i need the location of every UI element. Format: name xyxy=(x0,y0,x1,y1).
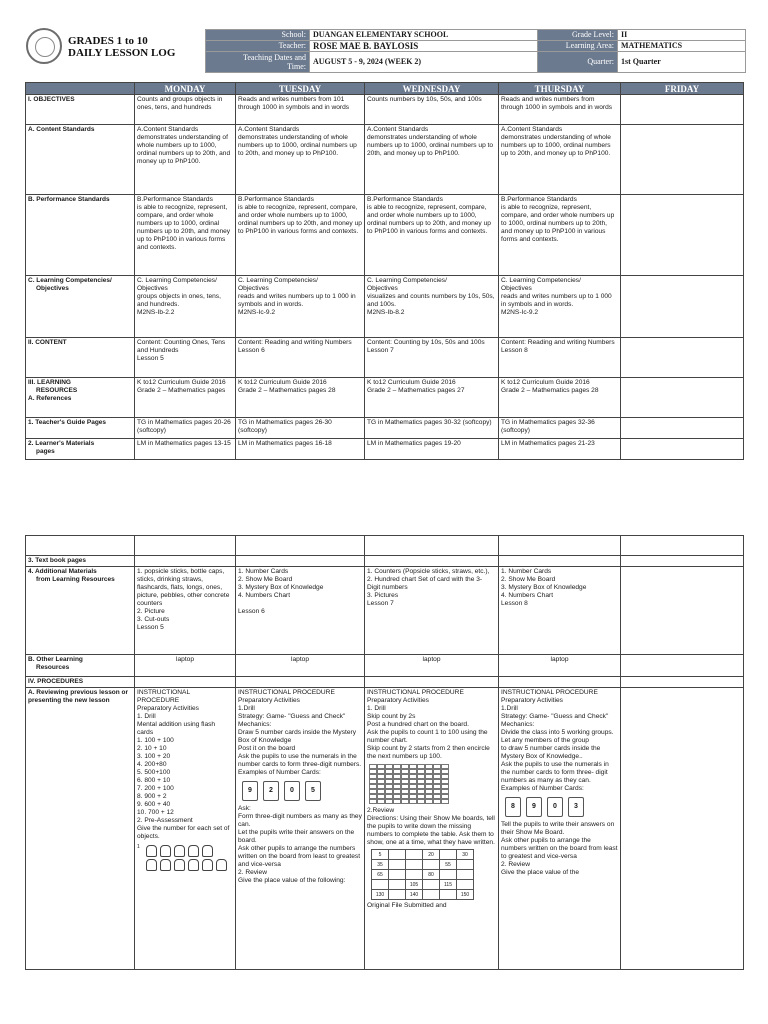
reviewing-thursday-text-2: Tell the pupils to write their answers on their Show Me Board. Ask other pupils to arrange the numbers written on the board from least to greatest and vice-versa 2. Review Give the place value of the xyxy=(501,821,618,876)
row-label-objectives: I. OBJECTIVES xyxy=(26,95,135,125)
procedures-friday xyxy=(621,677,744,688)
resources-label-1: III. LEARNING xyxy=(28,379,71,386)
lm-label-2: pages xyxy=(36,448,55,455)
content-standards-friday xyxy=(621,125,744,195)
teacher-value: ROSE MAE B. BAYLOSIS xyxy=(310,41,538,52)
missing-cell xyxy=(457,860,474,870)
procedures-tuesday xyxy=(236,677,365,688)
hundred-chart-cell xyxy=(433,799,441,804)
missing-cell: 80 xyxy=(423,870,440,880)
number-cards-thursday xyxy=(505,797,618,817)
additional-thursday: 1. Number Cards 2. Show Me Board 3. Mystery Box of Knowledge 4. Numbers Chart Lesson 8 xyxy=(499,567,621,655)
hundred-chart-cell xyxy=(401,799,409,804)
performance-standards-friday xyxy=(621,195,744,276)
blank-cell xyxy=(26,536,135,556)
header-info-table xyxy=(205,29,746,73)
number-card: 2 xyxy=(263,781,279,801)
hundred-chart-cell xyxy=(377,799,385,804)
missing-cell xyxy=(440,890,457,900)
school-value: DUANGAN ELEMENTARY SCHOOL xyxy=(310,30,538,41)
tg-pages-friday xyxy=(621,418,744,439)
resources-monday: K to12 Curriculum Guide 2016 Grade 2 – Mathematics pages xyxy=(135,378,236,418)
number-cards-tuesday xyxy=(242,781,362,801)
objects-picture xyxy=(140,843,227,873)
hundred-chart-cell xyxy=(441,799,449,804)
row-label-textbook: 3. Text book pages xyxy=(26,556,135,567)
number-card: 3 xyxy=(568,797,584,817)
quarter-value: 1st Quarter xyxy=(618,52,746,73)
document-title xyxy=(68,35,175,59)
hundred-chart-picture xyxy=(369,764,496,804)
number-card: 9 xyxy=(526,797,542,817)
row-label-procedures: IV. PROCEDURES xyxy=(26,677,135,688)
performance-standards-thursday: B.Performance Standards is able to recognize, represent, compare, and order whole numbers up to 1000, ordinal numbers up to 20th, and money up to PhP100 in various forms and contexts. xyxy=(499,195,621,276)
number-card: 5 xyxy=(305,781,321,801)
teaching-dates-label-1: Teaching Dates and xyxy=(243,53,306,62)
missing-cell xyxy=(389,860,406,870)
content-tuesday: Content: Reading and writing Numbers Lesson 6 xyxy=(236,338,365,378)
row-label-other-resources xyxy=(26,655,135,677)
lm-pages-wednesday: LM in Mathematics pages 19-20 xyxy=(365,439,499,460)
competencies-tuesday: C. Learning Competencies/ Objectives reads and writes numbers up to 1 000 in symbols and in words. M2NS-Ic-9.2 xyxy=(236,276,365,338)
resources-friday xyxy=(621,378,744,418)
corner-header xyxy=(26,83,135,95)
lm-pages-tuesday: LM in Mathematics pages 16-18 xyxy=(236,439,365,460)
day-header-tuesday: TUESDAY xyxy=(236,83,365,95)
hundred-chart-cell xyxy=(425,799,433,804)
school-label: School: xyxy=(206,30,310,41)
tg-pages-tuesday: TG in Mathematics pages 26-30 (softcopy) xyxy=(236,418,365,439)
textbook-friday xyxy=(621,556,744,567)
learning-area-label: Learning Area: xyxy=(538,41,618,52)
objectives-friday xyxy=(621,95,744,125)
additional-monday: 1. popsicle sticks, bottle caps, sticks, drinking straws, flashcards, flats, longs, ones, picture, pebbles, other concrete counters 2. Picture 3. Cut-outs Lesson 5 xyxy=(135,567,236,655)
missing-cell xyxy=(406,850,423,860)
missing-cell: 150 xyxy=(457,890,474,900)
other-resources-tuesday: laptop xyxy=(236,655,365,677)
number-card: 9 xyxy=(242,781,258,801)
missing-cell: 115 xyxy=(440,880,457,890)
missing-numbers-row xyxy=(372,850,474,860)
content-friday xyxy=(621,338,744,378)
content-thursday: Content: Reading and writing Numbers Lesson 8 xyxy=(499,338,621,378)
blank-cell xyxy=(499,536,621,556)
number-card: 0 xyxy=(284,781,300,801)
teaching-dates-value: AUGUST 5 - 9, 2024 (WEEK 2) xyxy=(310,52,538,73)
reviewing-friday xyxy=(621,688,744,970)
reviewing-tuesday-text-1: INSTRUCTIONAL PROCEDURE Preparatory Activities 1.Drill Strategy: Game- "Guess and Check" Mechanics: Draw 5 number cards inside the Mystery Box of Knowledge Post it on the board Ask the pupils to use the numerals in the number cards to form three-digit numbers. Examples of Number Cards: xyxy=(238,689,362,776)
missing-cell: 55 xyxy=(440,860,457,870)
other-label-2: Resources xyxy=(36,664,70,671)
competencies-wednesday: C. Learning Competencies/ Objectives visualizes and counts numbers by 10s, 50s, and 100s. M2NS-Ib-8.2 xyxy=(365,276,499,338)
missing-cell xyxy=(406,860,423,870)
reviewing-monday xyxy=(135,688,236,970)
procedures-thursday xyxy=(499,677,621,688)
missing-cell xyxy=(372,880,389,890)
content-standards-wednesday: A.Content Standards demonstrates understanding of whole numbers up to 1000, ordinal numbers up to 20th, and money up to PhP100. xyxy=(365,125,499,195)
reviewing-thursday-text-1: INSTRUCTIONAL PROCEDURE Preparatory Activities 1.Drill Strategy: Game- "Guess and Check" Mechanics: Divide the class into 5 working groups. Let any members of the group to draw 5 number cards inside the Mystery Box of Knowledge.. Ask the pupils to use the numerals in the number cards to form three- digit numbers as many as they can. Examples of Number Cards: xyxy=(501,689,614,792)
missing-cell xyxy=(389,880,406,890)
resources-label-3: A. References xyxy=(28,395,72,402)
missing-cell xyxy=(423,880,440,890)
lesson-log-table-2 xyxy=(25,535,744,970)
row-label-teachers-guide: 1. Teacher's Guide Pages xyxy=(26,418,135,439)
other-resources-friday xyxy=(621,655,744,677)
hundred-chart-cell xyxy=(369,799,377,804)
row-label-performance-standards: B. Performance Standards xyxy=(26,195,135,276)
missing-cell: 130 xyxy=(372,890,389,900)
tg-pages-wednesday: TG in Mathematics pages 30-32 (softcopy) xyxy=(365,418,499,439)
missing-cell xyxy=(423,860,440,870)
title-line-1: GRADES 1 to 10 xyxy=(68,35,148,47)
other-label-1: B. Other Learning xyxy=(28,656,83,663)
quarter-label: Quarter: xyxy=(538,52,618,73)
competencies-label-1: C. Learning Competencies/ xyxy=(28,277,112,284)
blank-cell xyxy=(236,536,365,556)
lm-pages-friday xyxy=(621,439,744,460)
lm-label-1: 2. Learner's Materials xyxy=(28,440,95,447)
objects-row xyxy=(146,845,227,857)
day-header-monday: MONDAY xyxy=(135,83,236,95)
missing-numbers-row xyxy=(372,860,474,870)
row-label-resources xyxy=(26,378,135,418)
hundred-chart-cell xyxy=(385,799,393,804)
additional-wednesday: 1. Counters (Popsicle sticks, straws, etc.), 2. Hundred chart Set of card with the 3- Digit numbers 3. Pictures Lesson 7 xyxy=(365,567,499,655)
teaching-dates-label-2: Time: xyxy=(287,62,306,71)
row-label-reviewing: A. Reviewing previous lesson or presenting the new lesson xyxy=(26,688,135,970)
performance-standards-wednesday: B.Performance Standards is able to recognize, represent, compare, and order whole numbers up to 1000, ordinal numbers up to 20th, and money up to PhP100 in various forms and contexts. xyxy=(365,195,499,276)
additional-label-2: from Learning Resources xyxy=(36,576,115,583)
row-label-additional-materials xyxy=(26,567,135,655)
reviewing-wednesday-text-3: Original File Submitted and xyxy=(367,902,447,909)
reviewing-thursday xyxy=(499,688,621,970)
missing-cell xyxy=(406,870,423,880)
missing-cell xyxy=(389,890,406,900)
objectives-wednesday: Counts numbers by 10s, 50s, and 100s xyxy=(365,95,499,125)
missing-cell xyxy=(389,870,406,880)
tg-pages-monday: TG in Mathematics pages 20-26 (softcopy) xyxy=(135,418,236,439)
lm-pages-thursday: LM in Mathematics pages 21-23 xyxy=(499,439,621,460)
missing-cell: 35 xyxy=(372,860,389,870)
title-line-2: DAILY LESSON LOG xyxy=(68,47,176,59)
learning-area-value: MATHEMATICS xyxy=(618,41,746,52)
resources-thursday: K to12 Curriculum Guide 2016 Grade 2 – Mathematics pages 28 xyxy=(499,378,621,418)
number-card: 8 xyxy=(505,797,521,817)
blank-cell xyxy=(135,536,236,556)
blank-cell xyxy=(621,536,744,556)
reviewing-tuesday xyxy=(236,688,365,970)
content-standards-tuesday: A.Content Standards demonstrates understanding of whole numbers up to 1000, ordinal numbers up to 20th, and money up to PhP100. xyxy=(236,125,365,195)
reviewing-wednesday-text-2: 2.Review Directions: Using their Show Me boards, tell the pupils to write down the missing numbers to complete the table. Ask them to show, one at a time, what they have written. xyxy=(367,807,495,846)
resources-wednesday: K to12 Curriculum Guide 2016 Grade 2 – Mathematics pages 27 xyxy=(365,378,499,418)
day-header-thursday: THURSDAY xyxy=(499,83,621,95)
missing-cell xyxy=(440,870,457,880)
objects-figure-number: 1 xyxy=(137,844,140,850)
content-standards-thursday: A.Content Standards demonstrates understanding of whole numbers up to 1000, ordinal numbers up to 20th, and money up to PhP100. xyxy=(499,125,621,195)
lesson-log-table-1 xyxy=(25,82,744,460)
missing-cell xyxy=(389,850,406,860)
missing-cell xyxy=(423,890,440,900)
objectives-monday: Counts and groups objects in ones, tens, and hundreds xyxy=(135,95,236,125)
textbook-thursday xyxy=(499,556,621,567)
objectives-tuesday: Reads and writes numbers from 101 through 1000 in symbols and in words xyxy=(236,95,365,125)
missing-numbers-row xyxy=(372,880,474,890)
competencies-thursday: C. Learning Competencies/ Objectives reads and writes numbers up to 1 000 in symbols and in words. M2NS-Ic-9.2 xyxy=(499,276,621,338)
teaching-dates-label xyxy=(206,52,310,73)
objects-figure xyxy=(137,843,233,873)
reviewing-wednesday-text-1: INSTRUCTIONAL PROCEDURE Preparatory Activities 1. Drill Skip count by 2s Post a hundred chart on the board. Ask the pupils to count 1 to 100 using the number chart. Skip count by 2 starts from 2 then encircle the next numbers up 100. xyxy=(367,689,490,760)
row-label-learners-materials xyxy=(26,439,135,460)
lm-pages-monday: LM in Mathematics pages 13-15 xyxy=(135,439,236,460)
resources-label-2: RESOURCES xyxy=(36,387,78,394)
tg-pages-thursday: TG in Mathematics pages 32-36 (softcopy) xyxy=(499,418,621,439)
row-label-content: II. CONTENT xyxy=(26,338,135,378)
row-label-competencies xyxy=(26,276,135,338)
objects-row xyxy=(146,859,227,871)
missing-cell: 105 xyxy=(406,880,423,890)
performance-standards-monday: B.Performance Standards is able to recognize, represent, compare, and order whole numbers up to 1000, ordinal numbers up to 20th, and money up to PhP100 in various forms and contexts. xyxy=(135,195,236,276)
grade-level-value: II xyxy=(618,30,746,41)
missing-cell xyxy=(457,870,474,880)
missing-cell: 5 xyxy=(372,850,389,860)
deped-seal-logo xyxy=(26,28,62,64)
content-standards-monday: A.Content Standards demonstrates understanding of whole numbers up to 1000, ordinal numbers up to 20th, and money up to PhP100. xyxy=(135,125,236,195)
missing-cell xyxy=(457,880,474,890)
objectives-thursday: Reads and writes numbers from through 1000 in symbols and in words xyxy=(499,95,621,125)
missing-numbers-row xyxy=(372,890,474,900)
additional-label-1: 4. Additional Materials xyxy=(28,568,97,575)
hundred-chart-cell xyxy=(417,799,425,804)
textbook-tuesday xyxy=(236,556,365,567)
reviewing-wednesday xyxy=(365,688,499,970)
grade-level-label: Grade Level: xyxy=(538,30,618,41)
row-label-content-standards: A. Content Standards xyxy=(26,125,135,195)
missing-cell: 30 xyxy=(457,850,474,860)
missing-numbers-table xyxy=(371,849,474,900)
teacher-label: Teacher: xyxy=(206,41,310,52)
content-wednesday: Content: Counting by 10s, 50s and 100s Lesson 7 xyxy=(365,338,499,378)
resources-tuesday: K to12 Curriculum Guide 2016 Grade 2 – Mathematics pages 28 xyxy=(236,378,365,418)
competencies-monday: C. Learning Competencies/ Objectives groups objects in ones, tens, and hundreds. M2NS-Ib-2.2 xyxy=(135,276,236,338)
textbook-wednesday xyxy=(365,556,499,567)
additional-tuesday: 1. Number Cards 2. Show Me Board 3. Mystery Box of Knowledge 4. Numbers Chart Lesson 6 xyxy=(236,567,365,655)
procedures-monday xyxy=(135,677,236,688)
other-resources-thursday: laptop xyxy=(499,655,621,677)
missing-cell: 140 xyxy=(406,890,423,900)
procedures-wednesday xyxy=(365,677,499,688)
additional-friday xyxy=(621,567,744,655)
hundred-chart-cell xyxy=(409,799,417,804)
other-resources-wednesday: laptop xyxy=(365,655,499,677)
competencies-friday xyxy=(621,276,744,338)
performance-standards-tuesday: B.Performance Standards is able to recognize, represent, compare, and order whole numbers up to 1000, ordinal numbers up to 20th, and money up to PhP100 in various forms and contexts. xyxy=(236,195,365,276)
number-card: 0 xyxy=(547,797,563,817)
day-header-wednesday: WEDNESDAY xyxy=(365,83,499,95)
day-header-friday: FRIDAY xyxy=(621,83,744,95)
missing-cell: 20 xyxy=(423,850,440,860)
missing-cell: 65 xyxy=(372,870,389,880)
reviewing-tuesday-text-2: Ask: Form three-digit numbers as many as they can. Let the pupils write their answers on the board. Ask other pupils to arrange the numbers written on the board from least to greatest and vice-versa 2. Review Give the place value of the following: xyxy=(238,805,362,884)
hundred-chart-cell xyxy=(393,799,401,804)
competencies-label-2: Objectives xyxy=(36,285,69,292)
blank-cell xyxy=(365,536,499,556)
content-monday: Content: Counting Ones, Tens and Hundreds Lesson 5 xyxy=(135,338,236,378)
missing-numbers-row xyxy=(372,870,474,880)
reviewing-monday-text: INSTRUCTIONAL PROCEDURE Preparatory Activities 1. Drill Mental addition using flash cards 1. 100 + 100 2. 10 + 10 3. 100 + 20 4. 200+80 5. 500+100 6. 800 + 10 7. 200 + 100 8. 900 + 2 9. 600 + 40 10. 700 + 12 2. Pre-Assessment Give the number for each set of objects. xyxy=(137,689,230,840)
textbook-monday xyxy=(135,556,236,567)
other-resources-monday: laptop xyxy=(135,655,236,677)
missing-cell xyxy=(440,850,457,860)
